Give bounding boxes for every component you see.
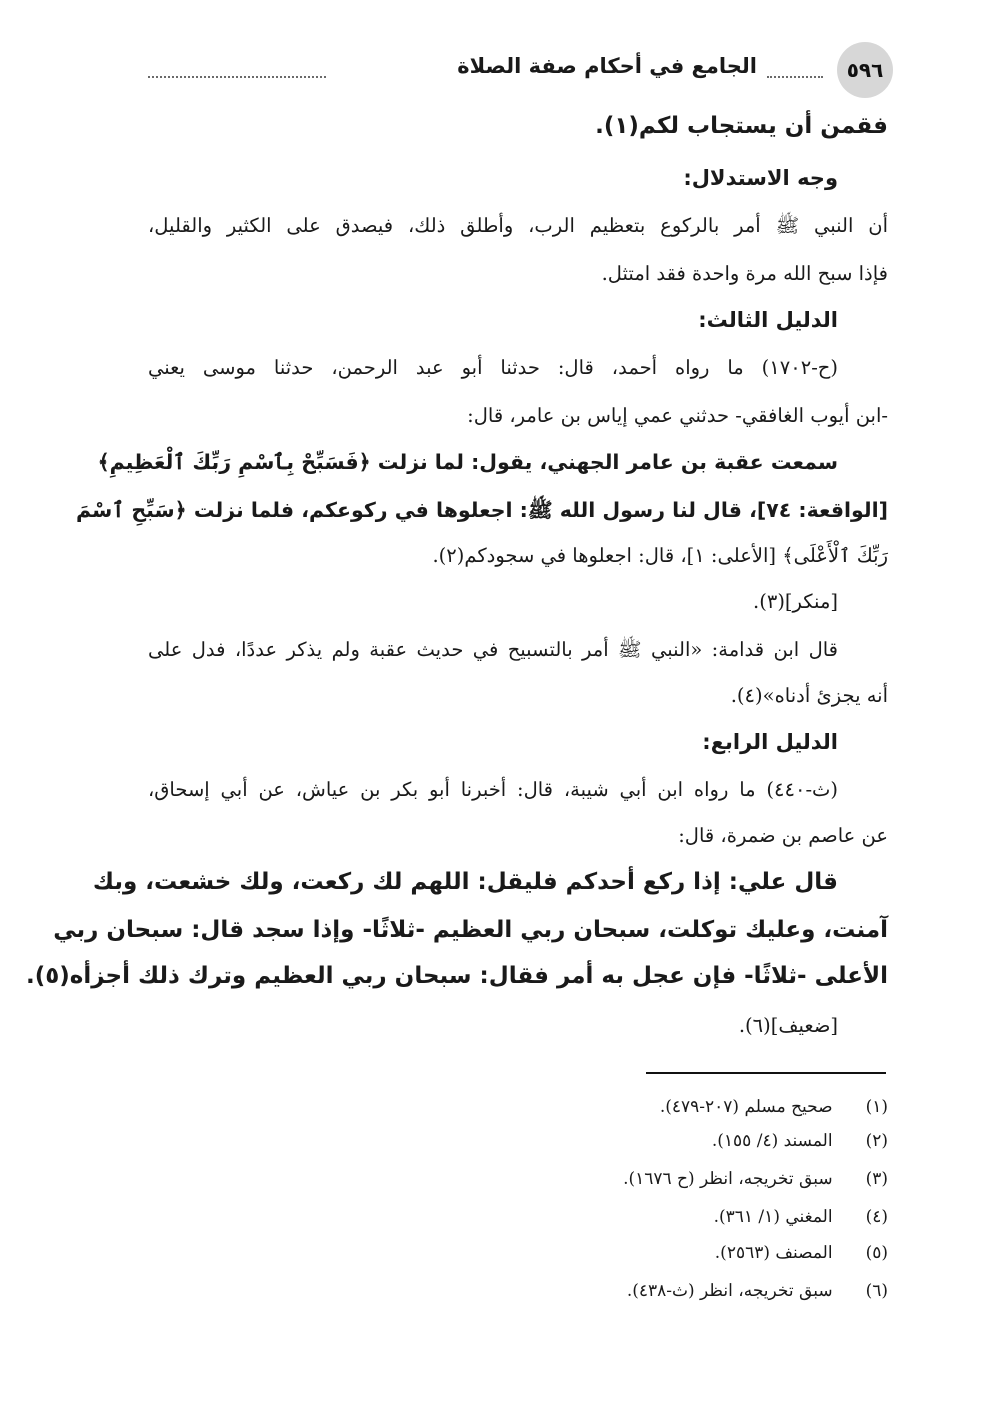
athar-line: قال علي: إذا ركع أحدكم فليقل: اللهم لك ركعت، ولك خشعت، وبك [92,869,838,895]
footnote-text: سبق تخريجه، انظر (ث-٤٣٨). [626,1281,833,1301]
hadith-line: [الواقعة: ٧٤]، قال لنا رسول الله ﷺ: اجعلوها في ركوعكم، فلما نزلت ﴿سَبِّحِ ٱسْمَ [76,498,888,522]
text-line: رَبِّكَ ٱلْأَعْلَى﴾ [الأعلى: ١]، قال: اجعلوها في سجودكم(٢). [432,544,888,567]
running-title: الجامع في أحكام صفة الصلاة [457,54,757,78]
text-line: (ث-٤٤٠) ما رواه ابن أبي شيبة، قال: أخبرنا أبو بكر بن عياش، عن أبي إسحاق، [148,778,838,801]
section-heading: الدليل الرابع: [702,730,838,754]
athar-line: الأعلى -ثلاثًا- فإن عجل به أمر فقال: سبحان ربي العظيم وترك ذلك أجزأه(٥). [25,963,888,989]
footnote-text: المسند (٤/ ١٥٥). [711,1131,833,1151]
hadith-line: سمعت عقبة بن عامر الجهني، يقول: لما نزلت ﴿فَسَبِّحْ بِٱسْمِ رَبِّكَ ٱلْعَظِيمِ﴾ [97,450,838,474]
footnote-text: المصنف (٢٥٦٣). [714,1243,833,1263]
footnote [714,1202,888,1232]
grading-line: [منكر](٣). [753,590,838,613]
section-heading: وجه الاستدلال: [683,166,838,190]
section-heading: الدليل الثالث: [698,308,838,332]
text-line: فإذا سبح الله مرة واحدة فقد امتثل. [601,262,888,285]
footnote-number: (٣) [865,1169,888,1189]
text-line: أنه يجزئ أدناه»(٤). [730,684,888,707]
footnote-number: (٦) [865,1281,888,1301]
footnote-number: (٢) [865,1131,888,1151]
footnote-text: سبق تخريجه، انظر (ح ١٦٧٦). [623,1169,833,1189]
footnote [715,1238,888,1268]
page-header [148,42,893,100]
text-line: (ح-١٧٠٢) ما رواه أحمد، قال: حدثنا أبو عبد الرحمن، حدثنا موسى يعني [148,356,838,379]
footnote-number: (٤) [865,1207,888,1227]
athar-line: آمنت، وعليك توكلت، سبحان ربي العظيم -ثلاثًا- وإذا سجد قال: سبحان ربي [53,917,888,943]
footnote [660,1092,888,1122]
footnote-number: (١) [865,1097,888,1117]
grading-line: [ضعيف](٦). [738,1014,838,1037]
text-line: -ابن أيوب الغافقي- حدثني عمي إياس بن عامر، قال: [467,404,888,427]
footnote-separator [646,1072,886,1074]
text-line: أن النبي ﷺ أمر بالركوع بتعظيم الرب، وأطلق ذلك، فيصدق على الكثير والقليل، [148,214,888,237]
page-number: ٥٩٦ [837,42,893,98]
footnote-number: (٥) [865,1243,888,1263]
footnote [623,1164,888,1194]
footnote-text: صحيح مسلم (٢٠٧-٤٧٩). [659,1097,833,1117]
footnote-text: المغني (١/ ٣٦١). [713,1207,833,1227]
footnote [712,1126,888,1156]
text-line: فقمن أن يستجاب لكم(١). [595,113,888,139]
footnote [627,1276,888,1306]
text-line: عن عاصم بن ضمرة، قال: [678,824,888,847]
text-line: قال ابن قدامة: «النبي ﷺ أمر بالتسبيح في حديث عقبة ولم يذكر عددًا، فدل على [148,638,838,661]
header-dotted-rule [767,76,823,78]
header-dotted-rule [148,76,326,78]
